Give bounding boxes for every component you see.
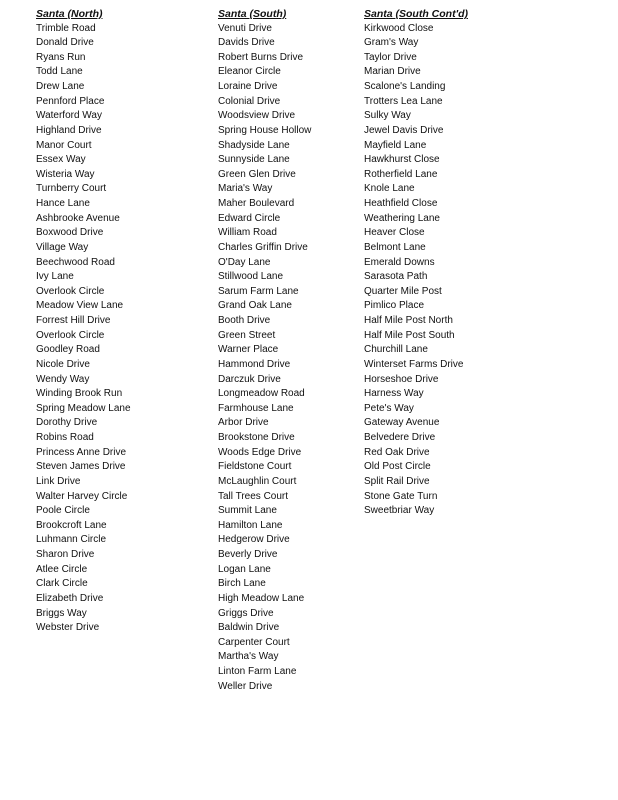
street-name: Brookstone Drive (218, 432, 295, 444)
street-name: Winterset Farms Drive (364, 358, 464, 370)
street-name: Wendy Way (36, 373, 90, 385)
column-santa-north (36, 7, 206, 636)
street-name: Half Mile Post North (364, 315, 453, 327)
street-name: Meadow View Lane (36, 300, 124, 312)
street-name: Linton Farm Lane (218, 666, 297, 678)
street-name: Green Glen Drive (218, 168, 296, 180)
street-name: Scalone's Landing (364, 81, 446, 93)
street-name: Stillwood Lane (218, 271, 284, 283)
street-name: Hamilton Lane (218, 519, 283, 531)
street-name: Charles Griffin Drive (218, 241, 308, 253)
street-name: Brookcroft Lane (36, 519, 107, 531)
street-name: Birch Lane (218, 578, 266, 590)
street-name: Dorothy Drive (36, 417, 98, 429)
street-name: Colonial Drive (218, 95, 281, 107)
street-name: McLaughlin Court (218, 475, 297, 487)
street-name: Mayfield Lane (364, 139, 427, 151)
street-name: Farmhouse Lane (218, 402, 294, 414)
street-name: Hance Lane (36, 198, 90, 210)
street-name: Ryans Run (36, 51, 86, 63)
street-name: Shadyside Lane (218, 139, 290, 151)
street-name: Ivy Lane (36, 271, 74, 283)
street-name: Donald Drive (36, 37, 94, 49)
street-name: Green Street (218, 329, 276, 341)
street-name: Pimlico Place (364, 300, 425, 312)
street-name: Hawkhurst Close (364, 154, 440, 166)
street-name: Todd Lane (36, 66, 83, 78)
street-name: Robert Burns Drive (218, 51, 304, 63)
street-name: Maher Boulevard (218, 198, 295, 210)
street-name: Grand Oak Lane (218, 300, 292, 312)
street-name: Highland Drive (36, 124, 102, 136)
street-name: Half Mile Post South (364, 329, 455, 341)
street-name: Manor Court (36, 139, 92, 151)
street-name: Winding Brook Run (36, 388, 123, 400)
street-name: Hammond Drive (218, 358, 291, 370)
street-name: Loraine Drive (218, 81, 278, 93)
street-name: Poole Circle (36, 505, 90, 517)
street-name: Stone Gate Turn (364, 490, 438, 502)
street-name: Baldwin Drive (218, 622, 280, 634)
street-name: Heaver Close (364, 227, 425, 239)
street-name: Robins Road (36, 432, 94, 444)
street-name: Trotters Lea Lane (364, 95, 443, 107)
street-name: Warner Place (218, 344, 279, 356)
street-name: Tall Trees Court (218, 490, 289, 502)
street-name: Woodsview Drive (218, 110, 296, 122)
street-list (36, 22, 206, 636)
street-name: Jewel Davis Drive (364, 124, 444, 136)
street-name: Emerald Downs (364, 256, 435, 268)
column-santa-south (218, 7, 358, 694)
street-name: Martha's Way (218, 651, 279, 663)
street-name: Sunnyside Lane (218, 154, 290, 166)
street-name: Summit Lane (218, 505, 277, 517)
street-name: Sarum Farm Lane (218, 285, 299, 297)
street-name: Marian Drive (364, 66, 421, 78)
street-name: Woods Edge Drive (218, 446, 302, 458)
column-heading: Santa (South) (218, 8, 287, 20)
street-name: Longmeadow Road (218, 388, 305, 400)
street-name: Belvedere Drive (364, 432, 436, 444)
street-name: Nicole Drive (36, 358, 90, 370)
street-name: Steven James Drive (36, 461, 126, 473)
street-name: Webster Drive (36, 622, 100, 634)
street-name: Essex Way (36, 154, 86, 166)
street-name: Spring House Hollow (218, 124, 312, 136)
street-name: Venuti Drive (218, 22, 272, 34)
street-name: Hedgerow Drive (218, 534, 290, 546)
street-name: Spring Meadow Lane (36, 402, 131, 414)
street-name: Wisteria Way (36, 168, 95, 180)
street-name: Sarasota Path (364, 271, 428, 283)
street-name: Waterford Way (36, 110, 102, 122)
street-name: Harness Way (364, 388, 424, 400)
street-name: Luhmann Circle (36, 534, 107, 546)
street-name: High Meadow Lane (218, 592, 305, 604)
street-name: Trimble Road (36, 22, 96, 34)
street-name: Goodley Road (36, 344, 100, 356)
street-name: Forrest Hill Drive (36, 315, 111, 327)
column-heading: Santa (South Cont'd) (364, 8, 468, 20)
street-name: Overlook Circle (36, 329, 105, 341)
street-name: Heathfield Close (364, 198, 438, 210)
street-name: Darczuk Drive (218, 373, 281, 385)
street-name: Village Way (36, 241, 89, 253)
street-name: Gateway Avenue (364, 417, 440, 429)
street-name: Sulky Way (364, 110, 411, 122)
column-heading: Santa (North) (36, 8, 103, 20)
street-name: Logan Lane (218, 563, 271, 575)
street-name: Pete's Way (364, 402, 414, 414)
street-name: Atlee Circle (36, 563, 88, 575)
street-name: Gram's Way (364, 37, 419, 49)
street-list (364, 22, 504, 519)
street-name: Weathering Lane (364, 212, 440, 224)
street-name: Drew Lane (36, 81, 85, 93)
street-name: Griggs Drive (218, 607, 274, 619)
street-name: Horseshoe Drive (364, 373, 439, 385)
street-name: Pennford Place (36, 95, 105, 107)
column-santa-south-contd (364, 7, 504, 519)
street-name: William Road (218, 227, 277, 239)
street-name: Link Drive (36, 475, 81, 487)
street-name: Walter Harvey Circle (36, 490, 128, 502)
street-name: Booth Drive (218, 315, 271, 327)
street-name: Boxwood Drive (36, 227, 104, 239)
street-name: Quarter Mile Post (364, 285, 442, 297)
street-name: Rotherfield Lane (364, 168, 438, 180)
street-name: Weller Drive (218, 680, 273, 692)
street-name: Beverly Drive (218, 549, 278, 561)
street-name: Kirkwood Close (364, 22, 434, 34)
street-name: Split Rail Drive (364, 475, 430, 487)
street-name: Ashbrooke Avenue (36, 212, 120, 224)
street-name: Davids Drive (218, 37, 275, 49)
street-name: Belmont Lane (364, 241, 426, 253)
street-name: Princess Anne Drive (36, 446, 127, 458)
street-name: Edward Circle (218, 212, 281, 224)
street-name: Fieldstone Court (218, 461, 292, 473)
street-name: Maria's Way (218, 183, 273, 195)
street-name: Sweetbriar Way (364, 505, 435, 517)
street-name: Overlook Circle (36, 285, 105, 297)
street-name: Elizabeth Drive (36, 592, 104, 604)
street-name: Old Post Circle (364, 461, 431, 473)
street-name: Sharon Drive (36, 549, 95, 561)
street-name: Knole Lane (364, 183, 415, 195)
street-name: Eleanor Circle (218, 66, 281, 78)
street-name: Arbor Drive (218, 417, 269, 429)
street-name: Red Oak Drive (364, 446, 430, 458)
street-name: Churchill Lane (364, 344, 428, 356)
street-name: Briggs Way (36, 607, 87, 619)
street-name: Turnberry Court (36, 183, 107, 195)
street-name: Clark Circle (36, 578, 88, 590)
street-name: Beechwood Road (36, 256, 115, 268)
street-name: Taylor Drive (364, 51, 417, 63)
street-name: O'Day Lane (218, 256, 271, 268)
street-list (218, 22, 358, 695)
street-name: Carpenter Court (218, 636, 290, 648)
